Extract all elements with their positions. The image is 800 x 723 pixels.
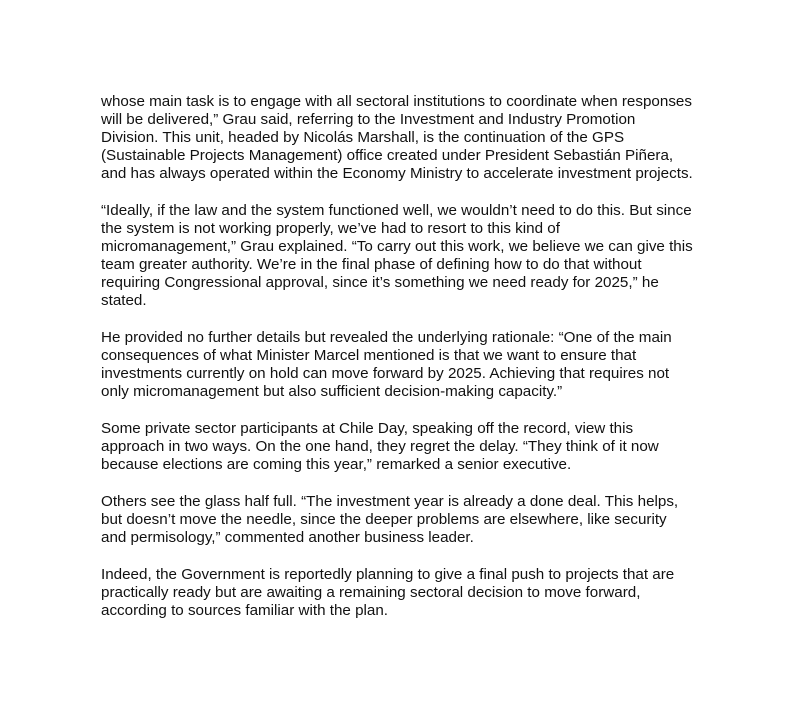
text-line: (Sustainable Projects Management) office created under President Sebastián Piñera, bbox=[101, 147, 674, 164]
paragraph bbox=[101, 329, 741, 401]
text-line: Some private sector participants at Chile Day, speaking off the record, view this bbox=[101, 420, 634, 437]
text-line: “Ideally, if the law and the system functioned well, we wouldn’t need to do this. But since bbox=[101, 202, 692, 219]
text-line: Division. This unit, headed by Nicolás Marshall, is the continuation of the GPS bbox=[101, 129, 625, 146]
paragraph bbox=[101, 93, 741, 183]
text-line: investments currently on hold can move forward by 2025. Achieving that requires not bbox=[101, 365, 670, 382]
paragraph-gap bbox=[101, 547, 741, 566]
text-line: according to sources familiar with the plan. bbox=[101, 602, 389, 619]
text-line: micromanagement,” Grau explained. “To carry out this work, we believe we can give this bbox=[101, 238, 693, 255]
text-line: Others see the glass half full. “The investment year is already a done deal. This helps, bbox=[101, 493, 679, 510]
document-body bbox=[101, 93, 741, 620]
text-line: requiring Congressional approval, since it’s something we need ready for 2025,” he bbox=[101, 274, 659, 291]
paragraph-gap bbox=[101, 401, 741, 420]
text-line: team greater authority. We’re in the final phase of defining how to do that without bbox=[101, 256, 642, 273]
text-line: Indeed, the Government is reportedly planning to give a final push to projects that are bbox=[101, 566, 675, 583]
paragraph bbox=[101, 202, 741, 310]
text-line: stated. bbox=[101, 292, 147, 309]
text-line: approach in two ways. On the one hand, they regret the delay. “They think of it now bbox=[101, 438, 659, 455]
paragraph-gap bbox=[101, 474, 741, 493]
text-line: only micromanagement but also sufficient decision-making capacity.” bbox=[101, 383, 563, 400]
text-line: consequences of what Minister Marcel mentioned is that we want to ensure that bbox=[101, 347, 637, 364]
text-line: will be delivered,” Grau said, referring to the Investment and Industry Promotion bbox=[101, 111, 636, 128]
paragraph bbox=[101, 493, 741, 547]
text-line: and permisology,” commented another business leader. bbox=[101, 529, 474, 546]
text-line: and has always operated within the Economy Ministry to accelerate investment projects. bbox=[101, 165, 693, 182]
text-line: He provided no further details but revealed the underlying rationale: “One of the main bbox=[101, 329, 672, 346]
text-line: but doesn’t move the needle, since the deeper problems are elsewhere, like security bbox=[101, 511, 667, 528]
paragraph bbox=[101, 566, 741, 620]
paragraph-gap bbox=[101, 310, 741, 329]
paragraph bbox=[101, 420, 741, 474]
paragraph-gap bbox=[101, 183, 741, 202]
text-line: whose main task is to engage with all sectoral institutions to coordinate when responses bbox=[101, 93, 692, 110]
text-line: practically ready but are awaiting a remaining sectoral decision to move forward, bbox=[101, 584, 641, 601]
text-line: because elections are coming this year,” remarked a senior executive. bbox=[101, 456, 572, 473]
text-line: the system is not working properly, we’ve had to resort to this kind of bbox=[101, 220, 560, 237]
